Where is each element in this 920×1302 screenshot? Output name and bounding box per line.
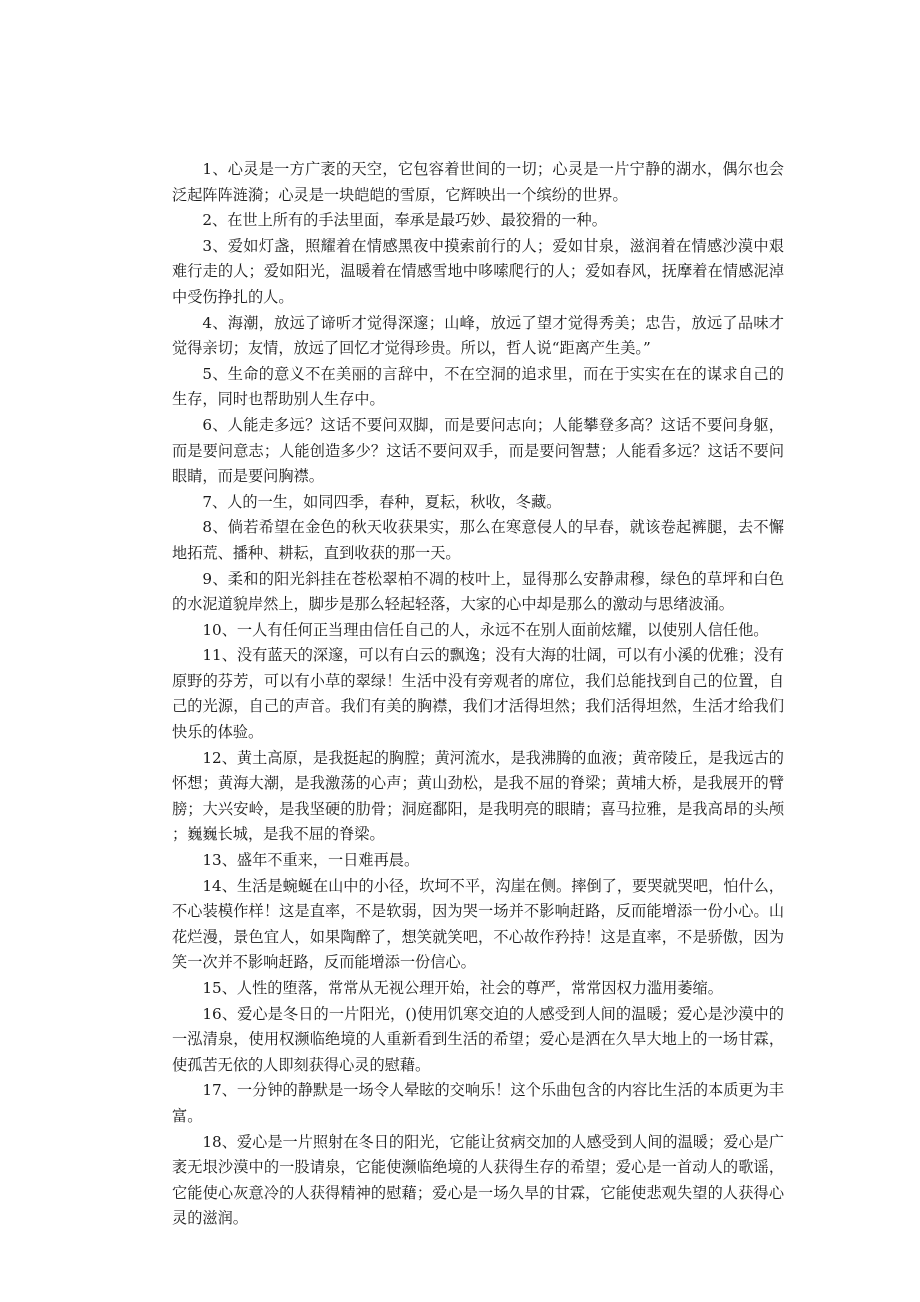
- paragraph-18: 18、爱心是一片照射在冬日的阳光，它能让贫病交加的人感受到人间的温暖；爱心是广袤无垠沙漠中的一股请泉，它能使濒临绝境的人获得生存的希望；爱心是一首动人的歌谣，它能使心灰意冷的人获得精神的慰藉；爱心是一场久旱的甘霖，它能使悲观失望的人获得心灵的滋润。: [172, 1132, 784, 1228]
- paragraph-3: 3、爱如灯盏，照耀着在情感黑夜中摸索前行的人；爱如甘泉，滋润着在情感沙漠中艰难行走的人；爱如阳光，温暖着在情感雪地中哆嗦爬行的人；爱如春风，抚摩着在情感泥淖中受伤挣扎的人。: [172, 236, 784, 306]
- document-body: [172, 157, 784, 1232]
- paragraph-11: 11、没有蓝天的深邃，可以有白云的飘逸；没有大海的壮阔，可以有小溪的优雅；没有原野的芬芳，可以有小草的翠绿！生活中没有旁观者的席位，我们总能找到自己的位置，自己的光源，自己的声音。我们有美的胸襟，我们才活得坦然；我们活得坦然，生活才给我们快乐的体验。: [172, 646, 784, 742]
- paragraph-2: 2、在世上所有的手法里面，奉承是最巧妙、最狡猾的一种。: [202, 211, 607, 230]
- paragraph-5: 5、生命的意义不在美丽的言辞中，不在空洞的追求里，而在于实实在在的谋求自己的生存，同时也帮助别人生存中。: [172, 364, 784, 409]
- paragraph-1: 1、心灵是一方广袤的天空，它包容着世间的一切；心灵是一片宁静的湖水，偶尔也会泛起阵阵涟漪；心灵是一块皑皑的雪原，它辉映出一个缤纷的世界。: [172, 160, 784, 204]
- paragraph-13: 13、盛年不重来，一日难再晨。: [202, 851, 420, 870]
- paragraph-9: 9、柔和的阳光斜挂在苍松翠柏不凋的枝叶上，显得那么安静肃穆，绿色的草坪和白色的水泥道貌岸然上，脚步是那么轻起轻落，大家的心中却是那么的激动与思绪波涌。: [172, 569, 784, 614]
- paragraph-4: 4、海潮，放远了谛听才觉得深邃；山峰，放远了望才觉得秀美；忠告，放远了品味才觉得亲切；友情，放远了回忆才觉得珍贵。所以，哲人说“距离产生美。”: [172, 313, 784, 358]
- paragraph-15: 15、人性的堕落，常常从无视公理开始，社会的尊严，常常因权力滥用萎缩。: [202, 979, 723, 997]
- paragraph-16: 16、爱心是冬日的一片阳光，()使用饥寒交迫的人感受到人间的温暖；爱心是沙漠中的一泓清泉，使用权濒临绝境的人重新看到生活的希望；爱心是洒在久旱大地上的一场甘霖，使孤苦无依的人即刻获得心灵的慰藉。: [172, 1004, 784, 1074]
- paragraph-7: 7、人的一生，如同四季，春种，夏耘，秋收，冬藏。: [202, 492, 562, 511]
- paragraph-14: 14、生活是蜿蜒在山中的小径，坎坷不平，沟崖在侧。摔倒了，要哭就哭吧，怕什么，不心装模作样！这是直率，不是软弱，因为哭一场并不影响赶路，反而能增添一份小心。山花烂漫，景色宜人，如果陶醉了，想笑就笑吧，不心故作矜持！这是直率，不是骄傲，因为笑一次并不影响赶路，反而能增添一份信心。: [172, 876, 784, 972]
- paragraph-8: 8、倘若希望在金色的秋天收获果实，那么在寒意侵人的早春，就该卷起裤腿，去不懈地拓荒、播种、耕耘，直到收获的那一天。: [172, 518, 784, 562]
- paragraph-12: 12、黄土高原，是我挺起的胸膛；黄河流水，是我沸腾的血液；黄帝陵丘，是我远古的怀想；黄海大潮，是我激荡的心声；黄山劲松，是我不屈的脊梁；黄埔大桥，是我展开的臂膀；大兴安岭，是我坚硬的肋骨；洞庭鄱阳，是我明亮的眼睛；喜马拉雅，是我高昂的头颅；巍巍长城，是我不屈的脊梁。: [172, 748, 784, 844]
- paragraph-10: 10、一人有任何正当理由信任自己的人，永远不在别人面前炫耀，以使别人信任他。: [202, 620, 769, 639]
- paragraph-6: 6、人能走多远？这话不要问双脚，而是要问志向；人能攀登多高？这话不要问身躯，而是要问意志；人能创造多少？这话不要问双手，而是要问智慧；人能看多远？这话不要问眼睛，而是要问胸襟。: [172, 415, 784, 486]
- paragraph-17: 17、一分钟的静默是一场令人晕眩的交响乐！这个乐曲包含的内容比生活的本质更为丰富。: [172, 1081, 784, 1125]
